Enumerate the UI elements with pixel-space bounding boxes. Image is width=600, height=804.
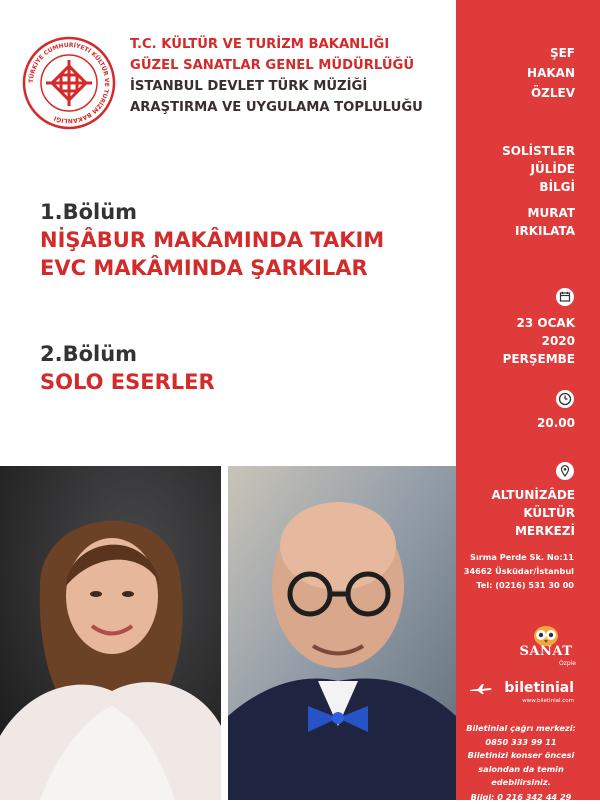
- ticket-info: [462, 722, 580, 804]
- date-line-3: PERŞEMBE: [503, 350, 575, 368]
- soloist-photo-female: [0, 466, 221, 800]
- call-center-phone: 0850 333 99 11: [462, 736, 580, 750]
- plane-icon: [470, 684, 492, 694]
- location-icon: [556, 462, 574, 480]
- biletinial-logo-sub: www.biletinial.com: [522, 698, 574, 704]
- time: 20.00: [537, 414, 575, 432]
- address-block: [464, 550, 574, 592]
- conductor-name-2: ÖZLEV: [527, 84, 575, 102]
- part-1-item-1: NİŞÂBUR MAKÂMINDA TAKIM: [40, 228, 384, 252]
- conductor-name-1: HAKAN: [527, 64, 575, 82]
- info-phone: Bilgi: 0 216 342 44 29: [462, 791, 580, 804]
- part-1-item-2: EVC MAKÂMINDA ŞARKILAR: [40, 256, 384, 280]
- call-center-label: Biletinial çağrı merkezi:: [462, 722, 580, 736]
- part-2-title: 2.Bölüm: [40, 342, 215, 366]
- calendar-icon: [556, 288, 574, 306]
- venue-line-1: ALTUNİZÂDE: [491, 486, 575, 504]
- owl-icon: [532, 624, 560, 646]
- ministry-emblem: [22, 36, 116, 130]
- clock-icon: [556, 390, 574, 408]
- organization-name: [130, 34, 423, 118]
- soloists-label: SOLİSTLER: [502, 142, 575, 160]
- org-line-3: İSTANBUL DEVLET TÜRK MÜZİĞİ: [130, 76, 423, 97]
- part-1-title: 1.Bölüm: [40, 200, 384, 224]
- sanat-logo-text: SANAT: [516, 644, 576, 659]
- address-line-1: Sırma Perde Sk. No:11: [464, 550, 574, 564]
- program-part-1: [40, 200, 384, 280]
- soloists-block: [502, 142, 575, 240]
- venue-block: [491, 486, 575, 540]
- soloist-photo-male: [228, 466, 456, 800]
- photos: [0, 466, 456, 800]
- date-line-1: 23 OCAK: [503, 314, 575, 332]
- soloist-1-last: BİLGİ: [502, 178, 575, 196]
- header: [22, 28, 452, 138]
- biletinial-logo: [464, 680, 574, 708]
- org-line-2: GÜZEL SANATLAR GENEL MÜDÜRLÜĞÜ: [130, 55, 423, 76]
- org-line-1: T.C. KÜLTÜR VE TURİZM BAKANLIĞI: [130, 34, 423, 55]
- emblem-text: TÜRKİYE CUMHURİYETİ KÜLTÜR VE TURİZM BAKANLIĞI: [28, 42, 110, 124]
- soloist-2-first: MURAT: [502, 204, 575, 222]
- address-line-3: Tel: (0216) 531 30 00: [464, 578, 574, 592]
- date-block: [503, 314, 575, 368]
- soloist-2-last: IRKILATA: [502, 222, 575, 240]
- conductor-block: [527, 44, 575, 102]
- biletinial-logo-text: biletinial: [504, 680, 574, 696]
- ticket-note-2: salondan da temin edebilirsiniz.: [462, 763, 580, 790]
- part-2-item-1: SOLO ESERLER: [40, 370, 215, 394]
- address-line-2: 34662 Üsküdar/İstanbul: [464, 564, 574, 578]
- date-line-2: 2020: [503, 332, 575, 350]
- soloist-1-first: JÜLİDE: [502, 160, 575, 178]
- conductor-label: ŞEF: [527, 44, 575, 62]
- venue-line-3: MERKEZİ: [491, 522, 575, 540]
- program-part-2: [40, 342, 215, 394]
- venue-line-2: KÜLTÜR: [491, 504, 575, 522]
- ticket-note-1: Biletinizi konser öncesi: [462, 749, 580, 763]
- info-sidebar: [456, 0, 600, 800]
- org-line-4: ARAŞTIRMA VE UYGULAMA TOPLULUĞU: [130, 97, 423, 118]
- sanat-logo: [516, 624, 576, 670]
- sanat-logo-sub: Ozpie: [516, 660, 576, 667]
